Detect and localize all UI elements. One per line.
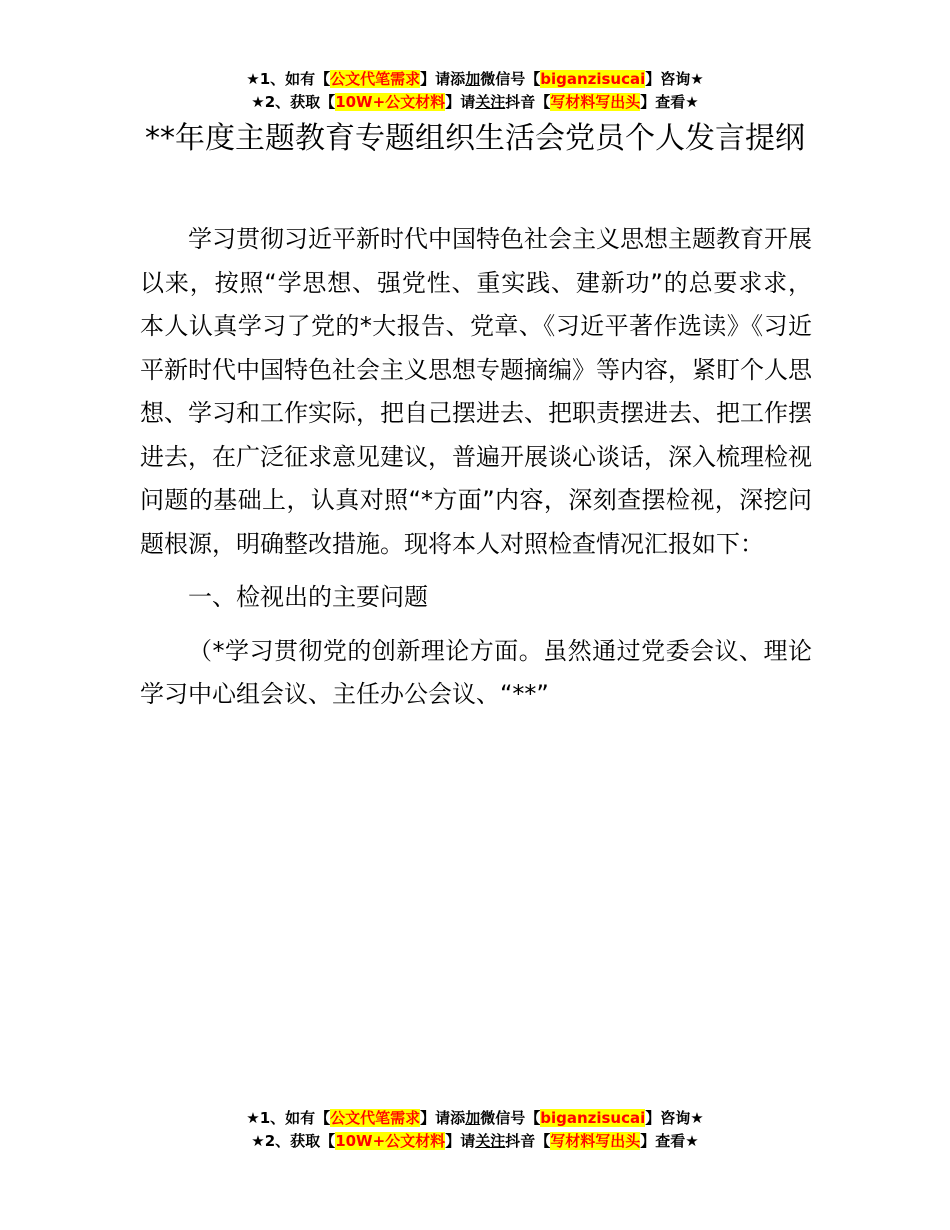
banner-line-1 [0,1107,950,1130]
problem-paragraph: （*学习贯彻党的创新理论方面。虽然通过党委会议、理论学习中心组会议、主任办公会议、“**” [140,636,812,708]
highlight-materials: 10W+公文材料 [335,93,446,111]
intro-paragraph: 学习贯彻习近平新时代中国特色社会主义思想主题教育开展以来，按照“学思想、强党性、重实践、建新功”的总要求求，本人认真学习了党的*大报告、党章、《习近平著作选读》《习近平新时代中国特色社会主义思想专题摘编》等内容，紧盯个人思想、学习和工作实际，把自己摆进去、把职责摆进去、把工作摆进去，在广泛征求意见建议，普遍开展谈心谈话，深入梳理检视问题的基础上，认真对照“*方面”内容，深刻查摆检视，深挖问题根源，明确整改措施。现将本人对照检查情况汇报如下： [140,225,812,558]
banner-line-2 [0,1130,950,1153]
banner-underlined: 关注 [475,1132,506,1150]
banner-underlined: 加 [465,70,481,88]
banner-text: 】请 [445,93,476,111]
banner-text: 抖音【 [505,93,551,111]
banner-text: 】请添 [420,1109,466,1127]
banner-text: 抖音【 [505,1132,551,1150]
document-body [140,218,812,717]
highlight-wechat-id: biganzisucai [540,1109,646,1127]
banner-text: 微信号【 [480,70,541,88]
banner-text: 】咨询★ [645,70,704,88]
highlight-materials: 10W+公文材料 [335,1132,446,1150]
banner-text: ★2、获取【 [251,93,336,111]
highlight-douyin-id: 写材料写出头 [550,93,641,111]
footer-banner [0,1107,950,1153]
highlight-douyin-id: 写材料写出头 [550,1132,641,1150]
banner-text: 】查看★ [640,93,699,111]
banner-text: 】查看★ [640,1132,699,1150]
banner-text: 微信号【 [480,1109,541,1127]
banner-line-2 [0,91,950,114]
section-heading: 一、检视出的主要问题 [188,583,428,611]
banner-text: 】请 [445,1132,476,1150]
banner-text: ★1、如有【 [246,70,331,88]
banner-underlined: 加 [465,1109,481,1127]
highlight-service: 公文代笔需求 [330,70,421,88]
banner-text: 】咨询★ [645,1109,704,1127]
document-title: **年度主题教育专题组织生活会党员个人发言提纲 [145,121,805,156]
highlight-wechat-id: biganzisucai [540,70,646,88]
highlight-service: 公文代笔需求 [330,1109,421,1127]
banner-text: ★1、如有【 [246,1109,331,1127]
header-banner [0,68,950,114]
banner-text: ★2、获取【 [251,1132,336,1150]
banner-underlined: 关注 [475,93,506,111]
banner-line-1 [0,68,950,91]
banner-text: 】请添 [420,70,466,88]
